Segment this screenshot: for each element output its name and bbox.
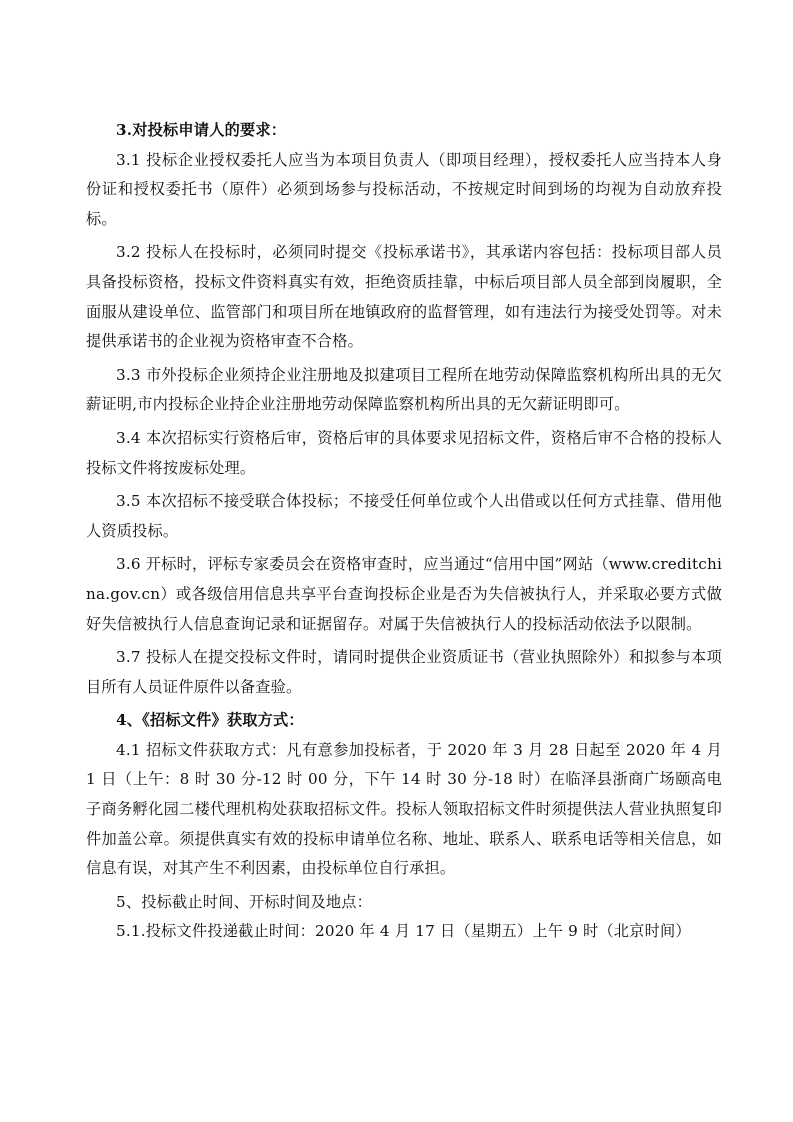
section-5-heading: 5、投标截止时间、开标时间及地点： [116, 892, 373, 911]
section-4-heading: 4、《招标文件》获取方式： [116, 711, 304, 730]
section-3-7-paragraph: 3.7 投标人在提交投标文件时，请同时提供企业资质证书（营业执照除外）和拟参与本项目所有人员证件原件以备查验。 [86, 648, 722, 696]
section-4-1-paragraph: 4.1 招标文件获取方式：凡有意参加投标者，于 2020 年 3 月 28 日起至 2020 年 4 月 1 日（上午：8 时 30 分-12 时 00 分，下午 14 时 30 分-18 时）在临泽县浙商广场颐高电子商务孵化园二楼代理机构处获取招标文件。投标人领取招标文件时须提供法人营业执照复印件加盖公章。须提供真实有效的投标申请单位名称、地址、联系人、联系电话等相关信息，如信息有误，对其产生不利因素，由投标单位自行承担。 [86, 740, 722, 878]
section-3-2-paragraph: 3.2 投标人在投标时，必须同时提交《投标承诺书》，其承诺内容包括：投标项目部人员具备投标资格，投标文件资料真实有效，拒绝资质挂靠，中标后项目部人员全部到岗履职，全面服从建设单位、监管部门和项目所在地镇政府的监督管理，如有违法行为接受处罚等。对未提供承诺书的企业视为资格审查不合格。 [86, 243, 722, 351]
section-5-1-paragraph: 5.1.投标文件投递截止时间：2020 年 4 月 17 日（星期五）上午 9 时（北京时间） [116, 922, 691, 941]
section-3-1-paragraph: 3.1 投标企业授权委托人应当为本项目负责人（即项目经理），授权委托人应当持本人身份证和授权委托书（原件）必须到场参与投标活动，不按规定时间到场的均视为自动放弃投标。 [86, 150, 722, 228]
section-3-heading: 3.对投标申请人的要求： [116, 121, 287, 139]
section-3-5-paragraph: 3.5 本次招标不接受联合体投标；不接受任何单位或个人出借或以任何方式挂靠、借用他人资质投标。 [86, 492, 722, 540]
section-3-6-paragraph: 3.6 开标时，评标专家委员会在资格审查时，应当通过“信用中国”网站（www.creditchina.gov.cn）或各级信用信息共享平台查询投标企业是否为失信被执行人，并采取必要方式做好失信被执行人信息查询记录和证据留存。对属于失信被执行人的投标活动依法予以限制。 [86, 555, 722, 633]
document-body [86, 116, 722, 947]
section-3-3-paragraph: 3.3 市外投标企业须持企业注册地及拟建项目工程所在地劳动保障监察机构所出具的无欠薪证明,市内投标企业持企业注册地劳动保障监察机构所出具的无欠薪证明即可。 [86, 365, 722, 414]
section-3-4-paragraph: 3.4 本次招标实行资格后审，资格后审的具体要求见招标文件，资格后审不合格的投标人投标文件将按废标处理。 [86, 428, 722, 477]
